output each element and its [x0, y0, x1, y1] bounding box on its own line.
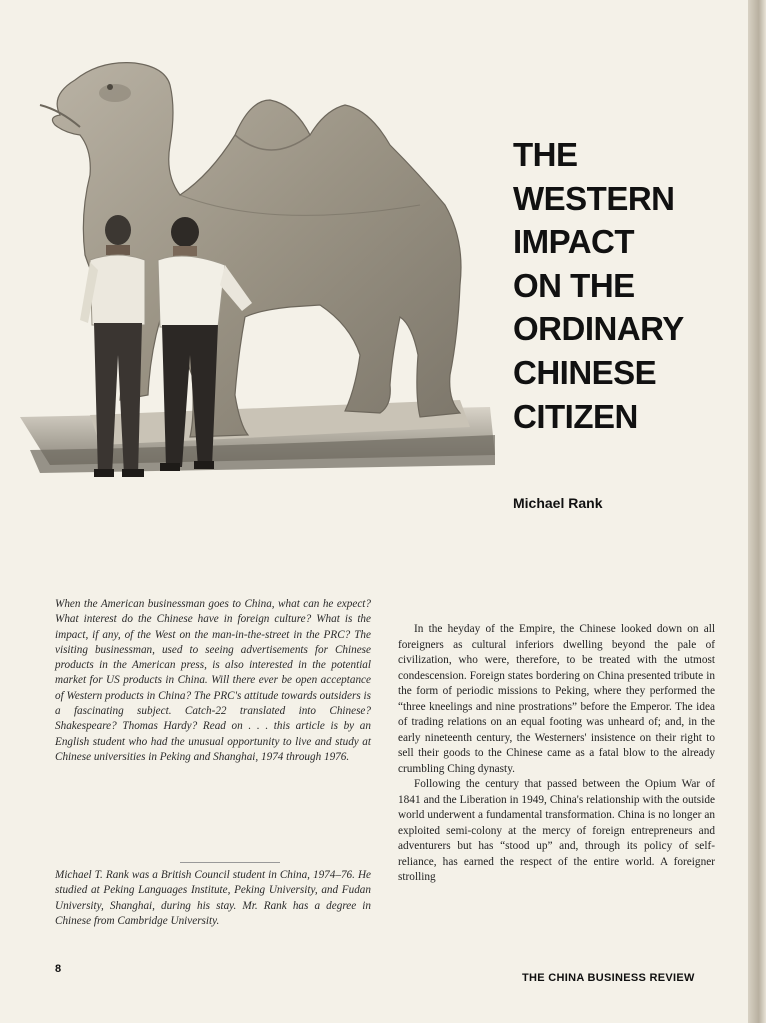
page-gutter-edge — [748, 0, 766, 1023]
intro-blurb: When the American businessman goes to China, what can he expect? What interest do the Chinese have in foreign culture? What is the impact, if any, of the West on the man-in-the-street in the PRC? The visiting businessman, used to seeing advertisements for Chinese products in the American press, is also interested in the potential market for US products in China. Will there ever be open acceptance of Western products in China? The PRC's attitude towards outsiders is a fascinating subject. Catch-22 translated into Chinese? Shakespeare? Thomas Hardy? Read on . . . this article is by an English student who had the unusual opportunity to live and study at Chinese universities in Peking and Shanghai, 1974 through 1976. — [55, 598, 371, 763]
title-line: ON THE — [513, 266, 635, 304]
title-line: WESTERN — [513, 179, 675, 217]
body-paragraph: In the heyday of the Empire, the Chinese looked down on all foreigners as cultural inferiors dwelling beyond the pale of civilization, who were, therefore, to be treated with the utmost condescension. Foreign states bordering on China presented tribute in the form of periodic missions to Peking, where they performed the “three kneelings and nine prostrations” before the Emperor. The idea of trading relations on an equal footing was unheard of; and, in the early nineteenth century, the Westerners' insistence on their right to sell their goods to the Chinese came as a fatal blow to the already crumbling Ching dynasty. — [398, 623, 715, 775]
running-footer: THE CHINA BUSINESS REVIEW — [522, 972, 695, 984]
author-byline: Michael Rank — [513, 495, 603, 511]
title-line: CITIZEN — [513, 397, 638, 435]
body-paragraph: Following the century that passed between the Opium War of 1841 and the Liberation in 1949, China's relationship with the outside world underwent a fundamental transformation. China is no longer an exploited semi-colony at the mercy of foreign entrepreneurs and adventurers but has “stood up” and, through its policy of self-reliance, has earned the respect of the entire world. A foreigner strolling — [398, 778, 715, 883]
author-bio: Michael T. Rank was a British Council student in China, 1974–76. He studied at Peking Languages Institute, Peking University, and Fudan University, Shanghai, during his stay. Mr. Rank has a degree in Chinese from Cambridge University. — [55, 869, 371, 927]
photo-camel-statue — [20, 55, 495, 480]
title-line: IMPACT — [513, 223, 635, 261]
title-line: ORDINARY — [513, 310, 684, 348]
title-line: THE — [513, 136, 578, 173]
article-title — [513, 133, 743, 438]
separator-rule — [180, 862, 280, 863]
body-column — [398, 622, 715, 886]
title-line: CHINESE — [513, 353, 657, 391]
page-number: 8 — [55, 963, 62, 975]
